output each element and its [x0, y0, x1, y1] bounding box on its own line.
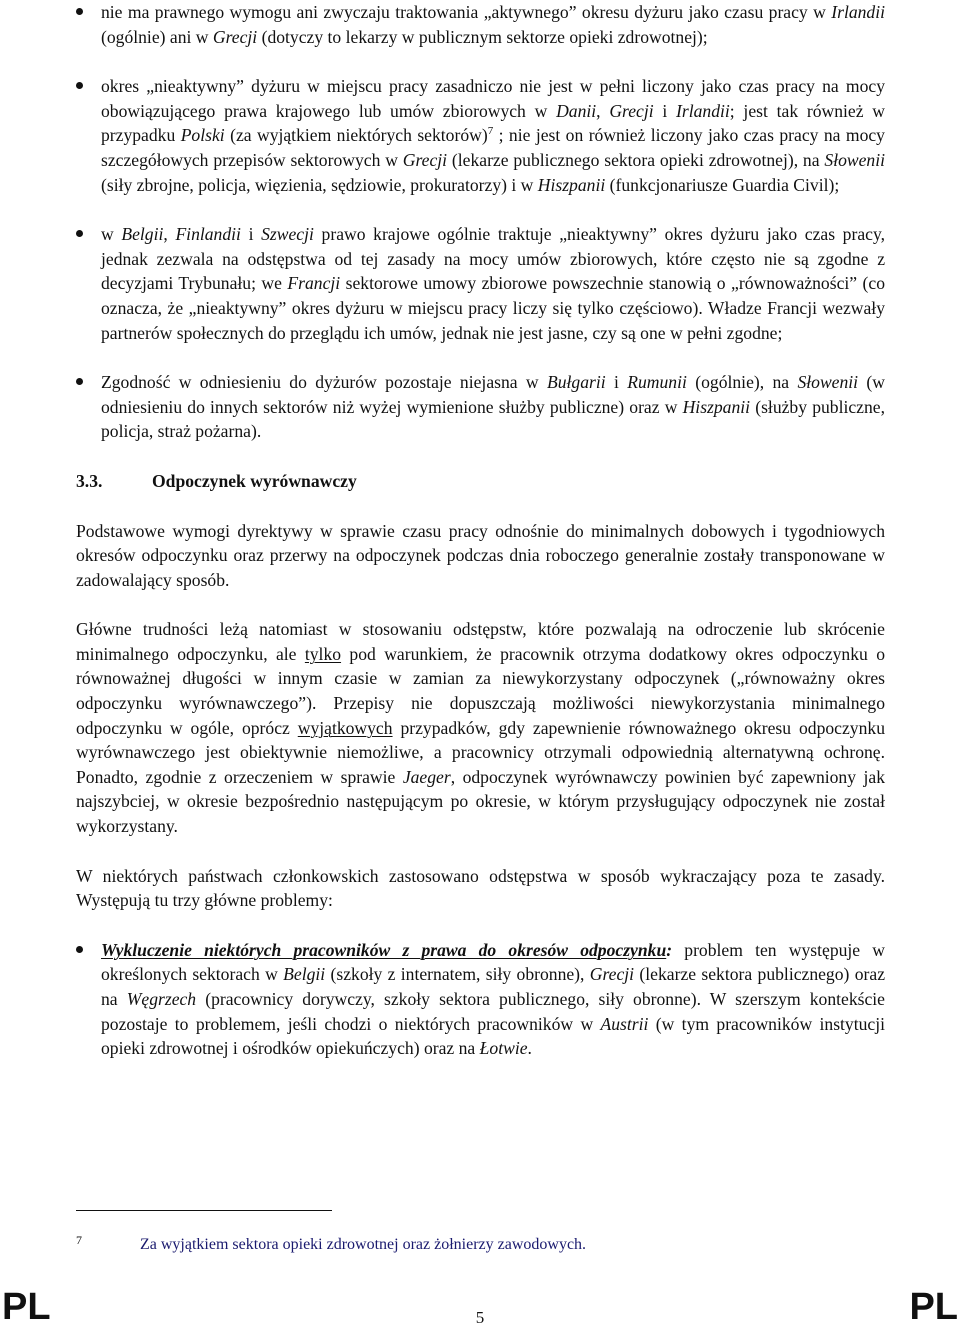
paragraph: Główne trudności leżą natomiast w stosowaniu odstępstw, które pozwalają na odroczenie lub skrócenie minimalnego odpoczynku, ale tylko pod warunkiem, że pracownik otrzyma dodatkowy okres odpoczynku o równoważnej długości w innym czasie w zamian za niewykorzystany odpoczynek („równoważny okres odpoczynku wyrównawczego”). Przepisy nie dopuszczają możliwości niewykorzystania minimalnego odpoczynku w ogóle, oprócz wyjątkowych przypadków, gdy zapewnienie równoważnego okresu odpoczynku wyrównawczego jest obiektywnie niemożliwe, a pracownicy otrzymali odpowiednią alternatywną ochronę. Ponadto, zgodnie z orzeczeniem w sprawie Jaeger, odpoczynek wyrównawczy powinien być zapewniony jak najszybciej, w okresie bezpośrednio następującym po okresie, w którym przysługujący odpoczynek nie został wykorzystany. — [76, 619, 885, 837]
list-item: Zgodność w odniesieniu do dyżurów pozostaje niejasna w Bułgarii i Rumunii (ogólnie), na Słowenii (w odniesieniu do innych sektorów niż wyżej wymienione służby publiczne) oraz w Hiszpanii (służby publiczne, policja, straż pożarna). — [76, 370, 885, 444]
spacer — [76, 444, 885, 469]
bullet-icon — [76, 378, 83, 385]
list-item: w Belgii, Finlandii i Szwecji prawo krajowe ogólnie traktuje „nieaktywny” okres dyżuru jako czas pracy, jednak zezwala na odstępstwa od tej zasady na mocy umów zbiorowych, które często nie są zgodne z decyzjami Trybunału; we Francji sektorowe umowy zbiorowe powszechnie stanowią o „równoważności” (co oznacza, że „nieaktywny” okres dyżuru w miejscu pracy liczy się tylko częściowo). Władze Francji wezwały partnerów społecznych do przeglądu ich umów, jednak nie jest jasne, czy są one w pełni zgodne; — [76, 222, 885, 345]
underlined-text: tylko — [304, 643, 342, 664]
bullet-list-2 — [76, 938, 885, 1061]
section-number: 3.3. — [76, 470, 103, 491]
bullet-icon — [76, 8, 83, 15]
underlined-heading: Wykluczenie niektórych pracowników z prawa do okresów odpoczynku — [101, 939, 667, 960]
spacer — [76, 49, 885, 74]
bullet-icon — [76, 946, 83, 953]
underlined-text: wyjątkowych — [297, 717, 393, 738]
footnote-ref: 7 — [487, 125, 494, 138]
list-item: nie ma prawnego wymogu ani zwyczaju traktowania „aktywnego” okresu dyżuru jako czasu pracy w Irlandii (ogólnie) ani w Grecji (dotyczy to lekarzy w publicznym sektorze opieki zdrowotnej); — [76, 0, 885, 49]
paragraph: Podstawowe wymogi dyrektywy w sprawie czasu pracy odnośnie do minimalnych dobowych i tygodniowych okresów odpoczynku oraz przerwy na odpoczynek podczas dnia roboczego generalnie zostały transponowane w zadowalający sposób. — [76, 520, 885, 590]
bullet-icon — [76, 82, 83, 89]
document-body — [76, 0, 885, 1061]
footnote-number: 7 — [76, 1233, 82, 1247]
language-code-right: PL — [909, 1286, 958, 1328]
section-title: Odpoczynek wyrównawczy — [152, 470, 357, 491]
spacer — [76, 592, 885, 617]
spacer — [76, 494, 885, 519]
spacer — [76, 197, 885, 222]
bullet-icon — [76, 230, 83, 237]
section-heading — [76, 469, 885, 494]
list-item: okres „nieaktywny” dyżuru w miejscu pracy zasadniczo nie jest w pełni liczony jako czas pracy na mocy obowiązującego prawa krajowego lub umów zbiorowych w Danii, Grecji i Irlandii; jest tak również w przypadku Polski (za wyjątkiem niektórych sektorów)$^7$ ; nie jest on również liczony jako czas pracy na mocy szczegółowych przepisów sektorowych w Grecji (lekarze publicznego sektora opieki zdrowotnej), na Słowenii (siły zbrojne, policja, więzienia, sędziowie, prokuratorzy) i w Hiszpanii (funkcjonariusze Guardia Civil); — [76, 74, 885, 197]
language-code-left: PL — [2, 1286, 51, 1328]
list-item: Wykluczenie niektórych pracowników z prawa do okresów odpoczynku: problem ten występuje w określonych sektorach w Belgii (szkoły z internatem, siły obronne), Grecji (lekarze sektora publicznego) oraz na Węgrzech (pracownicy dorywczy, szkoły sektora publicznego, siły obronne). W szerszym kontekście pozostaje to problemem, jeśli chodzi o niektórych pracowników w Austrii (w tym pracowników instytucji opieki zdrowotnej i ośrodków opiekuńczych) oraz na Łotwie. — [76, 938, 885, 1061]
spacer — [76, 839, 885, 864]
paragraph: W niektórych państwach członkowskich zastosowano odstępstwa w sposób wykraczający poza te zasady. Występują tu trzy główne problemy: — [76, 865, 885, 911]
spacer — [76, 345, 885, 370]
page-number: 5 — [475, 1308, 485, 1327]
bullet-list-1 — [76, 0, 885, 444]
footnote-divider — [76, 1210, 332, 1211]
footnote-text: Za wyjątkiem sektora opieki zdrowotnej oraz żołnierzy zawodowych. — [140, 1236, 587, 1253]
spacer — [76, 913, 885, 938]
